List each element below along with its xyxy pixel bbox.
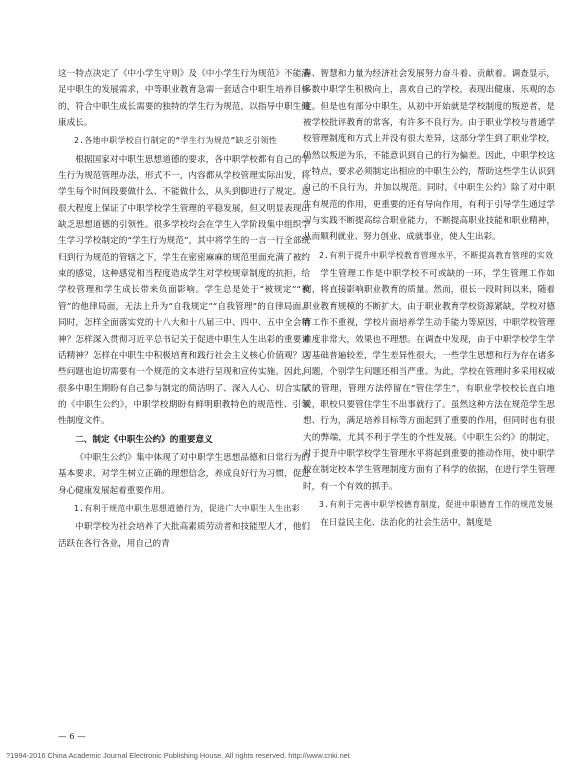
paragraph: 春、智慧和力量为经济社会发展努力奋斗着、贡献着。调查显示，多数中职学生积极向上，喜欢自己的学校，表现出健康、乐观的态度。但是也有部分中职生，从初中开始就是学校制度的叛逆者，是被学校批评教育的常客，有许多不良行为。由于职业学校与普通学校管理制度和方式上并没有很大差异，这部分学生到了职业学校，仍然以叛逆为乐，不能意识到自己的行为偏差。因此，中职学校这一特点，要求必须制定出相应的中职生公约，帮助这些学生认识到自己的不良行为，并加以规范。同时，《中职生公约》除了对中职生有规范的作用，更重要的还有导向作用，有利于引导学生通过学习与实践不断提高综合职业能力，不断提高职业技能和职业精神，从而顺利就业、努力创业、成就事业，使人生出彩。 (303, 69, 555, 243)
paragraph: 《中职生公约》集中体现了对中职学生思想品德和日常行为的基本要求，对学生树立正确的理想信念，养成良好行为习惯，促进身心健康发展起着重要作用。 (58, 452, 310, 496)
paragraph: 在日益民主化、法治化的社会生活中，制度是 (320, 518, 493, 529)
paragraph: 这一特点决定了《中小学生守则》及《中小学生行为规范》不能满足中职生的发展需求，中等职业教育急需一套适合中职生培养目标的，符合中职生成长需要的独特的学生行为规范，以指导中职生健康成长。 (58, 69, 310, 129)
section-heading: 二、制定《中职生公约》的重要意义 (75, 434, 213, 445)
paragraph: 中职学校为社会培养了大批高素质劳动者和技能型人才，他们活跃在各行各业，用自己的青 (58, 522, 310, 549)
left-column (58, 66, 310, 554)
paragraph: 学生管理工作是中职学校不可或缺的一环，学生管理工作如何，将直接影响职业教育的质量。然而，很长一段时间以来，随着职业教育规模的不断扩大，由于职业教育学校资源紧缺，学校对德育工作不重视，学校片面培养学生动手能力等原因，中职学校管理难度非常大，效果也不理想。在调查中发现，由于中职学校学生学习基础普遍较差，学生差异性很大，一些学生思想和行为存在诸多问题，个别学生问题还相当严重。为此，学校在管理时多采用权威式的管理，管理方法停留在“管住学生”，有职业学校校长直白地说，职校只要管住学生不出事就行了。虽然这种方法在规范学生思想、行为，满足培养目标等方面起到了重要的作用，但同时也有很大的弊端，尤其不利于学生的个性发展。《中职生公约》的制定，对于提升中职学校学生管理水平将起到重要的推动作用，使中职学校在制定校本学生管理制度方面有了科学的依据，在进行学生管理时，有一个有效的抓手。 (303, 269, 555, 492)
subheading: 1.有利于规范中职生思想道德行为，促进广大中职生人生出彩 (74, 503, 301, 513)
paragraph: 根据国家对中职生思想道德的要求，各中职学校都有自己的学生行为规范管理办法，形式不一，内容都从学校管理实际出发，将学生每个时间段要做什么、不能做什么，从头到脚进行了规定。这很大程度上保证了中职学校学生管理的平稳发展，但又明显表现出缺乏思想道德的引领性。很多学校均会在学生入学阶段集中组织学生学习学校制定的“学生行为规范”，其中将学生的一言一行全部统归到行为规范的管辖之下，学生在密密麻麻的规范里面充满了被约束的感觉，这种感觉相当程度造成学生对学校规章制度的抗拒，给学校管理和学生成长带来负面影响。学生总是处于“被规定”“被管”的他律局面，无法上升为“自我规定”“自我管理”的自律局面。同时，怎样全面落实党的十八大和十八届三中、四中、五中全会精神？怎样深入贯彻习近平总书记关于促进中职生人生出彩的重要讲话精神？怎样在中职生中积极培育和践行社会主义核心价值观？这些问题也迫切需要有一个规范的文本进行呈现和宣传实施。因此，很多中职生期盼有自己参与制定的简洁明了、深入人心、切合实际的《中职生公约》，中职学校期盼有鲜明职教特色的规范性、引领性制度文件。 (58, 154, 310, 427)
copyright-footer: ?1994-2016 China Academic Journal Electronic Publishing House. All rights reserved. http://www.cnki.net (6, 751, 350, 760)
right-column (303, 66, 555, 534)
page-number: — 6 — (58, 732, 86, 742)
subheading: 2.各地中职学校自行制定的“学生行为规范”缺乏引领性 (74, 136, 278, 146)
subheading: 2.有利于提升中职学校教育管理水平，不断提高教育管理的实效 (319, 250, 554, 260)
subheading: 3.有利于完善中职学校德育制度，促进中职德育工作的规范发展 (319, 499, 554, 509)
